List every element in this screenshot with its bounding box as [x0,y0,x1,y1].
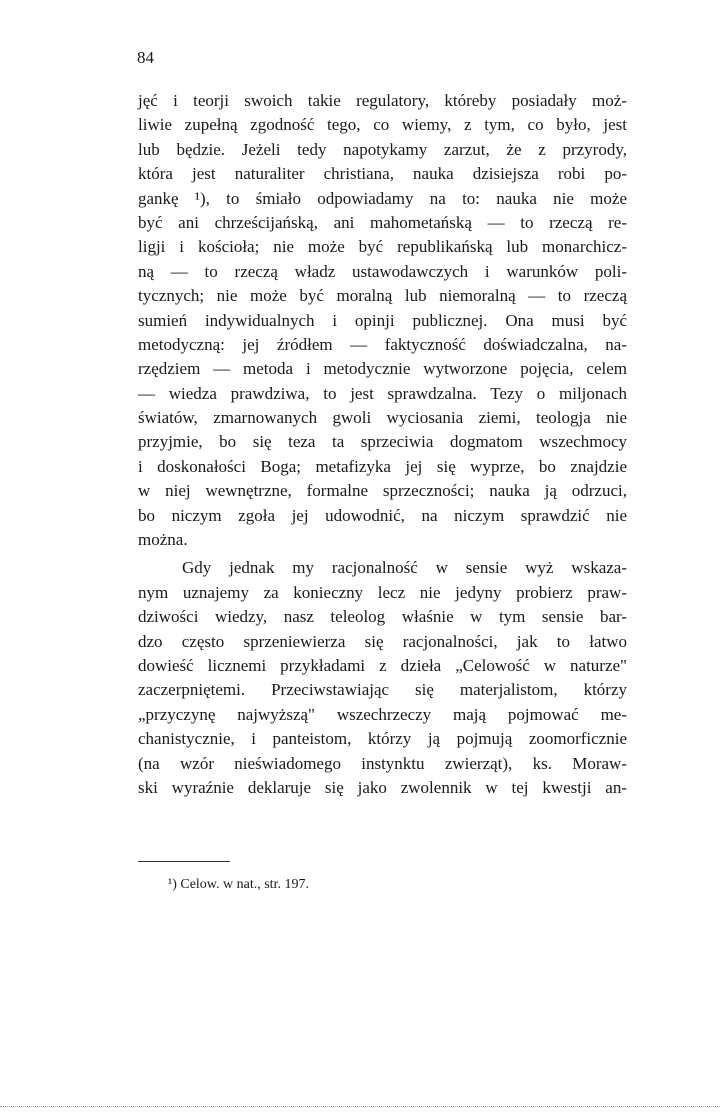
text-line: dziwości wiedzy, nasz teleolog właśnie w tym sensie bar- [138,607,627,627]
text-line: można. [138,530,188,550]
text-line: zaczerpniętemi. Przeciwstawiając się materjalistom, którzy [138,680,627,700]
text-line: dowieść licznemi przykładami z dzieła „Celowość w naturze" [138,655,627,675]
text-line: być ani chrześcijańską, ani mahometańską — to rzeczą re- [138,212,627,232]
body-text [138,89,627,800]
paragraph [138,556,627,800]
text-line: ną — to rzeczą władz ustawodawczych i warunków poli- [138,261,627,281]
text-line: gankę ¹), to śmiało odpowiadamy na to: nauka nie może [138,188,627,208]
text-line: dzo często sprzeniewierza się racjonalności, jak to łatwo [138,631,627,651]
text-line: Gdy jednak my racjonalność w sensie wyż wskaza- [182,558,627,578]
footnote [168,876,309,894]
text-line: rzędziem — metoda i metodycznie wytworzone pojęcia, celem [138,359,627,379]
text-line: „przyczynę najwyższą" wszechrzeczy mają pojmować me- [138,704,627,724]
text-line: (na wzór nieświadomego instynktu zwierząt), ks. Moraw- [138,753,627,773]
text-line: światów, zmarnowanych gwoli wyciosania ziemi, teologja nie [138,408,627,428]
text-line: bo niczym zgoła jej udowodnić, na niczym sprawdzić nie [138,505,627,525]
footnote-divider [138,861,230,862]
text-line: — wiedza prawdziwa, to jest sprawdzalna. Tezy o miljonach [138,383,627,403]
page-number: 84 [137,48,154,67]
text-line: jęć i teorji swoich takie regulatory, któreby posiadały moż- [138,91,627,110]
text-line: i doskonałości Boga; metafizyka jej się wyprze, bo znajdzie [138,456,627,476]
footnote-marker: ¹) [168,877,177,892]
text-line: chanistycznie, i panteistom, którzy ją pojmują zoomorficznie [138,729,627,749]
text-line: ski wyraźnie deklaruje się jako zwolennik w tej kwestji an- [138,777,627,797]
text-line: sumień indywidualnych i opinji publicznej. Ona musi być [138,310,627,330]
page-edge [0,1106,720,1107]
text-line: ligji i kościoła; nie może być republikańską lub monarchicz- [138,237,627,257]
text-line: tycznych; nie może być moralną lub niemoralną — to rzeczą [138,286,627,306]
text-line: która jest naturaliter christiana, nauka dzisiejsza robi po- [138,164,627,184]
text-line: liwie zupełną zgodność tego, co wiemy, z tym, co było, jest [138,115,627,135]
paragraph [138,89,627,552]
text-line: nym uznajemy za konieczny lecz nie jedyny probierz praw- [138,582,627,602]
text-line: lub będzie. Jeżeli tedy napotykamy zarzut, że z przyrody, [138,139,627,159]
text-line: w niej wewnętrzne, formalne sprzeczności; nauka ją odrzuci, [138,481,627,501]
text-line: metodyczną: jej źródłem — faktyczność doświadczalna, na- [138,334,627,354]
footnote-text: Celow. w nat., str. 197. [180,877,309,892]
text-line: przyjmie, bo się teza ta sprzeciwia dogmatom wszechmocy [138,432,627,452]
